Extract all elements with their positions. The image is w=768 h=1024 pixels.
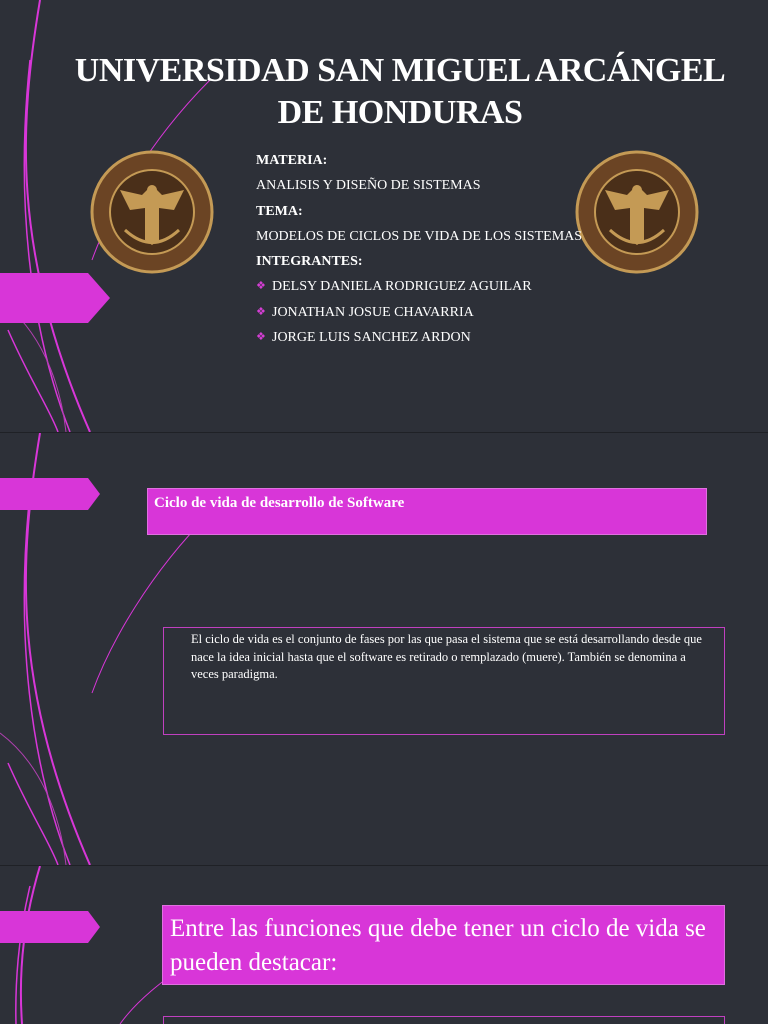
content-box [163, 627, 725, 735]
university-seal-icon [90, 150, 214, 274]
body-text: El ciclo de vida es el conjunto de fases por las que pasa el sistema que se está desarrollando desde que nace la idea inicial hasta que el software es retirado o remplazado (muere). También se denomina a veces paradigma. [191, 632, 702, 681]
slide-2 [0, 433, 768, 865]
slide-1 [0, 0, 768, 432]
materia-value: ANALISIS Y DISEÑO DE SISTEMAS [256, 178, 481, 194]
section-heading: Ciclo de vida de desarrollo de Software [147, 488, 707, 535]
list-item: ❖ JORGE LUIS SANCHEZ ARDON [256, 325, 616, 350]
list-item: ❖ JONATHAN JOSUE CHAVARRIA [256, 300, 616, 325]
list-item: ❖ DELSY DANIELA RODRIGUEZ AGUILAR [256, 274, 616, 299]
page-title: UNIVERSIDAD SAN MIGUEL ARCÁNGEL DE HONDURAS [74, 52, 726, 131]
arrow-tab-icon [0, 911, 110, 943]
content-box [163, 1016, 725, 1024]
diamond-bullet-icon: ❖ [256, 331, 266, 344]
diamond-bullet-icon: ❖ [256, 305, 266, 318]
course-info [256, 148, 616, 350]
section-heading: Entre las funciones que debe tener un ciclo de vida se pueden destacar: [162, 905, 725, 985]
diamond-bullet-icon: ❖ [256, 280, 266, 293]
integrantes-label: INTEGRANTES: [256, 254, 363, 270]
arrow-tab-icon [0, 273, 110, 323]
tema-value: MODELOS DE CICLOS DE VIDA DE LOS SISTEMAS [256, 228, 583, 244]
arrow-tab-icon [0, 478, 110, 510]
slide-3 [0, 866, 768, 1024]
materia-label: MATERIA: [256, 153, 328, 168]
tema-label: TEMA: [256, 203, 303, 219]
